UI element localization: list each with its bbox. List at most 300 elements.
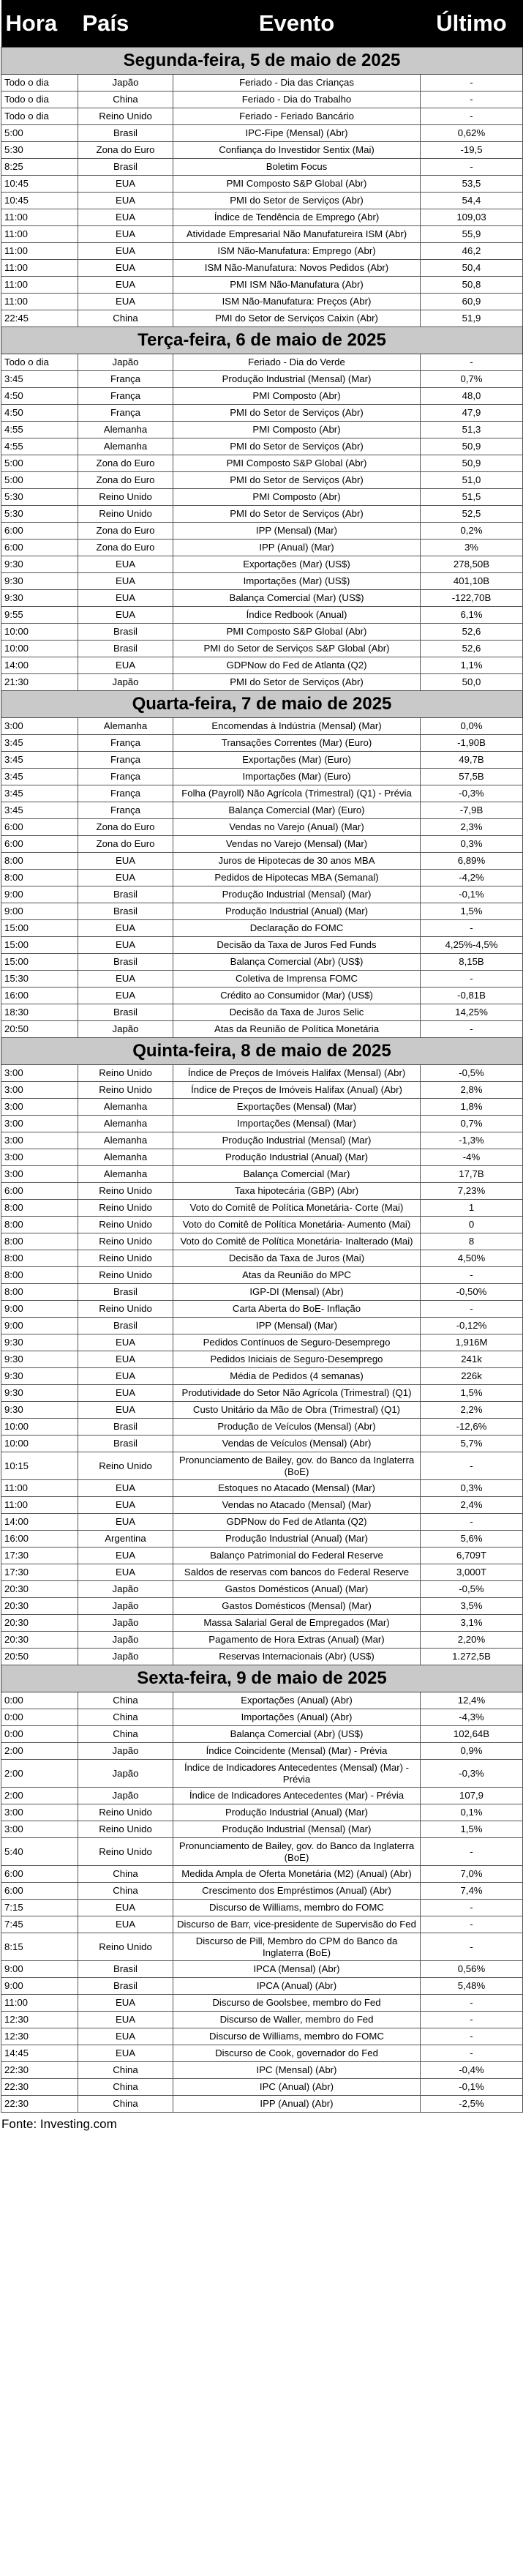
country-cell: Japão <box>78 1788 173 1804</box>
economic-calendar-table <box>1 0 523 2113</box>
last-value-cell: 278,50B <box>421 556 523 573</box>
country-cell: Reino Unido <box>78 1933 173 1961</box>
last-value-cell: 50,8 <box>421 277 523 294</box>
event-cell: Importações (Mensal) (Mar) <box>173 1116 421 1132</box>
table-row <box>1 277 523 294</box>
event-cell: IPCA (Mensal) (Abr) <box>173 1961 421 1978</box>
last-value-cell: -0,4% <box>421 2062 523 2079</box>
header-time: Hora <box>1 0 78 48</box>
event-cell: Importações (Anual) (Abr) <box>173 1709 421 1726</box>
event-cell: ISM Não-Manufatura: Preços (Abr) <box>173 294 421 310</box>
time-cell: 18:30 <box>1 1004 78 1021</box>
table-row <box>1 556 523 573</box>
time-cell: 22:30 <box>1 2096 78 2113</box>
table-row <box>1 1978 523 1995</box>
day-header-row <box>1 1038 523 1065</box>
last-value-cell: 2,2% <box>421 1402 523 1419</box>
last-value-cell: 2,4% <box>421 1497 523 1514</box>
last-value-cell: 47,9 <box>421 405 523 422</box>
table-row <box>1 674 523 691</box>
country-cell: EUA <box>78 853 173 870</box>
time-cell: 3:00 <box>1 1149 78 1166</box>
country-cell: Alemanha <box>78 1116 173 1132</box>
event-cell: Encomendas à Indústria (Mensal) (Mar) <box>173 718 421 735</box>
time-cell: 11:00 <box>1 243 78 260</box>
country-cell: Reino Unido <box>78 489 173 506</box>
table-row <box>1 1099 523 1116</box>
event-cell: IPC (Anual) (Abr) <box>173 2079 421 2096</box>
country-cell: EUA <box>78 2045 173 2062</box>
time-cell: 6:00 <box>1 540 78 556</box>
time-cell: 0:00 <box>1 1726 78 1743</box>
table-row <box>1 1132 523 1149</box>
last-value-cell: 107,9 <box>421 1788 523 1804</box>
table-row <box>1 1760 523 1788</box>
day-title: Terça-feira, 6 de maio de 2025 <box>1 327 523 354</box>
table-row <box>1 125 523 142</box>
last-value-cell: - <box>421 1995 523 2012</box>
country-cell: Reino Unido <box>78 1065 173 1082</box>
last-value-cell: 5,6% <box>421 1531 523 1548</box>
last-value-cell: 6,1% <box>421 607 523 624</box>
country-cell: Zona do Euro <box>78 455 173 472</box>
event-cell: Taxa hipotecária (GBP) (Abr) <box>173 1183 421 1200</box>
calendar-body <box>1 48 523 2113</box>
event-cell: ISM Não-Manufatura: Novos Pedidos (Abr) <box>173 260 421 277</box>
table-row <box>1 657 523 674</box>
table-row <box>1 455 523 472</box>
country-cell: Reino Unido <box>78 1233 173 1250</box>
country-cell: China <box>78 1726 173 1743</box>
event-cell: PMI do Setor de Serviços S&P Global (Abr) <box>173 641 421 657</box>
table-row <box>1 1916 523 1933</box>
time-cell: 3:45 <box>1 735 78 752</box>
table-row <box>1 438 523 455</box>
country-cell: China <box>78 2062 173 2079</box>
country-cell: EUA <box>78 971 173 988</box>
day-header-row <box>1 48 523 75</box>
time-cell: 8:00 <box>1 1284 78 1301</box>
time-cell: 3:45 <box>1 752 78 769</box>
event-cell: PMI ISM Não-Manufatura (Abr) <box>173 277 421 294</box>
time-cell: 5:40 <box>1 1838 78 1866</box>
table-row <box>1 1166 523 1183</box>
event-cell: Balança Comercial (Abr) (US$) <box>173 1726 421 1743</box>
time-cell: 9:30 <box>1 590 78 607</box>
last-value-cell: 55,9 <box>421 226 523 243</box>
last-value-cell: - <box>421 1301 523 1318</box>
time-cell: 5:30 <box>1 142 78 159</box>
table-row <box>1 1368 523 1385</box>
header-event: Evento <box>173 0 421 48</box>
last-value-cell: 51,5 <box>421 489 523 506</box>
last-value-cell: 0,1% <box>421 1804 523 1821</box>
last-value-cell: 7,23% <box>421 1183 523 1200</box>
event-cell: Produção de Veículos (Mensal) (Abr) <box>173 1419 421 1436</box>
time-cell: 3:00 <box>1 1099 78 1116</box>
event-cell: Juros de Hipotecas de 30 anos MBA <box>173 853 421 870</box>
event-cell: Exportações (Mar) (Euro) <box>173 752 421 769</box>
country-cell: China <box>78 1866 173 1883</box>
country-cell: Reino Unido <box>78 1804 173 1821</box>
country-cell: Brasil <box>78 1419 173 1436</box>
last-value-cell: 109,03 <box>421 209 523 226</box>
country-cell: França <box>78 371 173 388</box>
event-cell: PMI do Setor de Serviços Caixin (Abr) <box>173 310 421 327</box>
table-row <box>1 1564 523 1581</box>
table-row <box>1 971 523 988</box>
country-cell: EUA <box>78 1548 173 1564</box>
table-row <box>1 176 523 193</box>
country-cell: EUA <box>78 937 173 954</box>
event-cell: Decisão da Taxa de Juros (Mai) <box>173 1250 421 1267</box>
time-cell: 4:50 <box>1 405 78 422</box>
table-row <box>1 92 523 108</box>
time-cell: 9:00 <box>1 1318 78 1334</box>
time-cell: Todo o dia <box>1 75 78 92</box>
last-value-cell: -0,3% <box>421 1760 523 1788</box>
table-row <box>1 1838 523 1866</box>
time-cell: 11:00 <box>1 277 78 294</box>
event-cell: Feriado - Dia do Trabalho <box>173 92 421 108</box>
time-cell: 8:00 <box>1 1200 78 1217</box>
table-row <box>1 75 523 92</box>
country-cell: Japão <box>78 1632 173 1649</box>
last-value-cell: 52,5 <box>421 506 523 523</box>
table-row <box>1 1598 523 1615</box>
time-cell: 11:00 <box>1 226 78 243</box>
event-cell: Média de Pedidos (4 semanas) <box>173 1368 421 1385</box>
time-cell: 9:00 <box>1 1301 78 1318</box>
event-cell: Importações (Mar) (Euro) <box>173 769 421 785</box>
time-cell: 9:00 <box>1 903 78 920</box>
last-value-cell: 52,6 <box>421 624 523 641</box>
time-cell: 10:45 <box>1 193 78 209</box>
time-cell: 5:00 <box>1 125 78 142</box>
table-row <box>1 226 523 243</box>
last-value-cell: - <box>421 1267 523 1284</box>
country-cell: Reino Unido <box>78 1250 173 1267</box>
country-cell: França <box>78 769 173 785</box>
event-cell: Confiança do Investidor Sentix (Mai) <box>173 142 421 159</box>
time-cell: 7:15 <box>1 1900 78 1916</box>
time-cell: 5:30 <box>1 489 78 506</box>
table-row <box>1 1900 523 1916</box>
last-value-cell: 0,3% <box>421 1480 523 1497</box>
last-value-cell: - <box>421 1933 523 1961</box>
last-value-cell: 7,0% <box>421 1866 523 1883</box>
last-value-cell: -0,81B <box>421 988 523 1004</box>
last-value-cell: -4% <box>421 1149 523 1166</box>
last-value-cell: 1.272,5B <box>421 1649 523 1665</box>
last-value-cell: -1,3% <box>421 1132 523 1149</box>
event-cell: Produção Industrial (Mensal) (Mar) <box>173 1821 421 1838</box>
time-cell: 11:00 <box>1 1497 78 1514</box>
last-value-cell: - <box>421 2028 523 2045</box>
country-cell: Reino Unido <box>78 1301 173 1318</box>
country-cell: Alemanha <box>78 1166 173 1183</box>
last-value-cell: -4,3% <box>421 1709 523 1726</box>
country-cell: Reino Unido <box>78 1200 173 1217</box>
time-cell: 6:00 <box>1 836 78 853</box>
time-cell: 4:50 <box>1 388 78 405</box>
time-cell: 22:30 <box>1 2062 78 2079</box>
last-value-cell: 57,5B <box>421 769 523 785</box>
event-cell: Vendas no Atacado (Mensal) (Mar) <box>173 1497 421 1514</box>
table-row <box>1 405 523 422</box>
time-cell: 6:00 <box>1 1866 78 1883</box>
time-cell: 10:45 <box>1 176 78 193</box>
time-cell: 9:00 <box>1 1961 78 1978</box>
time-cell: 22:45 <box>1 310 78 327</box>
country-cell: Brasil <box>78 903 173 920</box>
last-value-cell: - <box>421 2012 523 2028</box>
country-cell: Alemanha <box>78 1132 173 1149</box>
event-cell: GDPNow do Fed de Atlanta (Q2) <box>173 1514 421 1531</box>
event-cell: Discurso de Pill, Membro do CPM do Banco da Inglaterra (BoE) <box>173 1933 421 1961</box>
country-cell: EUA <box>78 920 173 937</box>
table-row <box>1 371 523 388</box>
event-cell: Balança Comercial (Mar) <box>173 1166 421 1183</box>
event-cell: Produtividade do Setor Não Agrícola (Trimestral) (Q1) <box>173 1385 421 1402</box>
table-row <box>1 2045 523 2062</box>
table-row <box>1 1480 523 1497</box>
event-cell: Crédito ao Consumidor (Mar) (US$) <box>173 988 421 1004</box>
country-cell: França <box>78 802 173 819</box>
event-cell: IPP (Mensal) (Mar) <box>173 1318 421 1334</box>
event-cell: Balança Comercial (Mar) (Euro) <box>173 802 421 819</box>
last-value-cell: 5,48% <box>421 1978 523 1995</box>
table-row <box>1 540 523 556</box>
time-cell: 9:00 <box>1 886 78 903</box>
time-cell: 21:30 <box>1 674 78 691</box>
event-cell: IPC (Mensal) (Abr) <box>173 2062 421 2079</box>
last-value-cell: 2,20% <box>421 1632 523 1649</box>
table-row <box>1 836 523 853</box>
table-row <box>1 422 523 438</box>
last-value-cell: - <box>421 1838 523 1866</box>
last-value-cell: -0,12% <box>421 1318 523 1334</box>
table-row <box>1 1116 523 1132</box>
last-value-cell: -0,50% <box>421 1284 523 1301</box>
event-cell: Discurso de Barr, vice-presidente de Supervisão do Fed <box>173 1916 421 1933</box>
event-cell: Voto do Comitê de Política Monetária- Aumento (Mai) <box>173 1217 421 1233</box>
time-cell: 20:30 <box>1 1615 78 1632</box>
last-value-cell: 1,916M <box>421 1334 523 1351</box>
country-cell: EUA <box>78 2028 173 2045</box>
event-cell: Saldos de reservas com bancos do Federal Reserve <box>173 1564 421 1581</box>
time-cell: 10:00 <box>1 624 78 641</box>
table-row <box>1 1995 523 2012</box>
time-cell: Todo o dia <box>1 108 78 125</box>
table-row <box>1 1419 523 1436</box>
table-row <box>1 1788 523 1804</box>
country-cell: China <box>78 1692 173 1709</box>
event-cell: Pedidos Iniciais de Seguro-Desemprego <box>173 1351 421 1368</box>
country-cell: França <box>78 735 173 752</box>
event-cell: IPP (Anual) (Abr) <box>173 2096 421 2113</box>
table-row <box>1 802 523 819</box>
table-row <box>1 1531 523 1548</box>
last-value-cell: - <box>421 108 523 125</box>
event-cell: Atividade Empresarial Não Manufatureira ISM (Abr) <box>173 226 421 243</box>
event-cell: Massa Salarial Geral de Empregados (Mar) <box>173 1615 421 1632</box>
country-cell: Japão <box>78 674 173 691</box>
event-cell: IGP-DI (Mensal) (Abr) <box>173 1284 421 1301</box>
table-row <box>1 1149 523 1166</box>
event-cell: Estoques no Atacado (Mensal) (Mar) <box>173 1480 421 1497</box>
time-cell: 6:00 <box>1 523 78 540</box>
table-row <box>1 260 523 277</box>
time-cell: 5:30 <box>1 506 78 523</box>
table-row <box>1 2079 523 2096</box>
last-value-cell: 6,709T <box>421 1548 523 1564</box>
event-cell: Exportações (Anual) (Abr) <box>173 1692 421 1709</box>
last-value-cell: 1 <box>421 1200 523 1217</box>
country-cell: Brasil <box>78 624 173 641</box>
table-row <box>1 1514 523 1531</box>
table-row <box>1 1548 523 1564</box>
event-cell: Importações (Mar) (US$) <box>173 573 421 590</box>
event-cell: Custo Unitário da Mão de Obra (Trimestral) (Q1) <box>173 1402 421 1419</box>
last-value-cell: 0,56% <box>421 1961 523 1978</box>
event-cell: Feriado - Dia do Verde <box>173 354 421 371</box>
country-cell: Japão <box>78 1615 173 1632</box>
event-cell: Exportações (Mar) (US$) <box>173 556 421 573</box>
table-row <box>1 2028 523 2045</box>
time-cell: 9:30 <box>1 1385 78 1402</box>
country-cell: Japão <box>78 1760 173 1788</box>
time-cell: 17:30 <box>1 1548 78 1564</box>
last-value-cell: 3,5% <box>421 1598 523 1615</box>
country-cell: EUA <box>78 226 173 243</box>
time-cell: 5:00 <box>1 455 78 472</box>
country-cell: Reino Unido <box>78 1838 173 1866</box>
last-value-cell: - <box>421 2045 523 2062</box>
country-cell: França <box>78 752 173 769</box>
country-cell: Brasil <box>78 954 173 971</box>
last-value-cell: 5,7% <box>421 1436 523 1452</box>
country-cell: Alemanha <box>78 718 173 735</box>
event-cell: Pronunciamento de Bailey, gov. do Banco da Inglaterra (BoE) <box>173 1452 421 1480</box>
country-cell: EUA <box>78 1514 173 1531</box>
table-row <box>1 1632 523 1649</box>
time-cell: Todo o dia <box>1 354 78 371</box>
table-row <box>1 1183 523 1200</box>
country-cell: EUA <box>78 277 173 294</box>
last-value-cell: 1,1% <box>421 657 523 674</box>
time-cell: 3:00 <box>1 1116 78 1132</box>
table-row <box>1 1883 523 1900</box>
table-row <box>1 1743 523 1760</box>
table-row <box>1 1821 523 1838</box>
table-row <box>1 853 523 870</box>
event-cell: Índice de Tendência de Emprego (Abr) <box>173 209 421 226</box>
time-cell: 6:00 <box>1 1883 78 1900</box>
table-row <box>1 752 523 769</box>
last-value-cell: 0,0% <box>421 718 523 735</box>
table-row <box>1 870 523 886</box>
event-cell: Gastos Domésticos (Mensal) (Mar) <box>173 1598 421 1615</box>
event-cell: Balança Comercial (Mar) (US$) <box>173 590 421 607</box>
country-cell: Alemanha <box>78 438 173 455</box>
time-cell: 20:30 <box>1 1598 78 1615</box>
event-cell: ISM Não-Manufatura: Emprego (Abr) <box>173 243 421 260</box>
table-row <box>1 1692 523 1709</box>
time-cell: 9:30 <box>1 1351 78 1368</box>
last-value-cell: 49,7B <box>421 752 523 769</box>
event-cell: Índice Coincidente (Mensal) (Mar) - Prévia <box>173 1743 421 1760</box>
last-value-cell: - <box>421 920 523 937</box>
country-cell: Brasil <box>78 125 173 142</box>
country-cell: Japão <box>78 354 173 371</box>
last-value-cell: - <box>421 1021 523 1038</box>
country-cell: Zona do Euro <box>78 472 173 489</box>
table-row <box>1 1709 523 1726</box>
time-cell: 15:00 <box>1 937 78 954</box>
country-cell: EUA <box>78 1385 173 1402</box>
event-cell: Crescimento dos Empréstimos (Anual) (Abr) <box>173 1883 421 1900</box>
table-row <box>1 1581 523 1598</box>
time-cell: 3:45 <box>1 785 78 802</box>
table-row <box>1 1233 523 1250</box>
country-cell: Zona do Euro <box>78 819 173 836</box>
event-cell: PMI Composto S&P Global (Abr) <box>173 455 421 472</box>
event-cell: IPP (Anual) (Mar) <box>173 540 421 556</box>
last-value-cell: 1,5% <box>421 1821 523 1838</box>
table-row <box>1 1436 523 1452</box>
country-cell: Zona do Euro <box>78 142 173 159</box>
table-row <box>1 1804 523 1821</box>
event-cell: Decisão da Taxa de Juros Fed Funds <box>173 937 421 954</box>
time-cell: 8:00 <box>1 1217 78 1233</box>
time-cell: 10:00 <box>1 641 78 657</box>
country-cell: Brasil <box>78 1004 173 1021</box>
country-cell: EUA <box>78 176 173 193</box>
table-row <box>1 294 523 310</box>
country-cell: China <box>78 92 173 108</box>
country-cell: Brasil <box>78 1284 173 1301</box>
table-row <box>1 209 523 226</box>
time-cell: 16:00 <box>1 1531 78 1548</box>
time-cell: 8:15 <box>1 1933 78 1961</box>
country-cell: EUA <box>78 294 173 310</box>
table-row <box>1 1318 523 1334</box>
country-cell: China <box>78 2096 173 2113</box>
country-cell: Reino Unido <box>78 1082 173 1099</box>
time-cell: 15:00 <box>1 954 78 971</box>
table-row <box>1 1065 523 1082</box>
time-cell: 16:00 <box>1 988 78 1004</box>
source-note: Fonte: Investing.com <box>1 2117 117 2131</box>
last-value-cell: 52,6 <box>421 641 523 657</box>
time-cell: 0:00 <box>1 1709 78 1726</box>
event-cell: Carta Aberta do BoE- Inflação <box>173 1301 421 1318</box>
last-value-cell: - <box>421 354 523 371</box>
time-cell: 6:00 <box>1 1183 78 1200</box>
event-cell: Medida Ampla de Oferta Monetária (M2) (Anual) (Abr) <box>173 1866 421 1883</box>
time-cell: 5:00 <box>1 472 78 489</box>
table-row <box>1 2012 523 2028</box>
last-value-cell: 50,9 <box>421 438 523 455</box>
table-row <box>1 718 523 735</box>
day-header-row <box>1 327 523 354</box>
country-cell: Japão <box>78 1743 173 1760</box>
last-value-cell: 53,5 <box>421 176 523 193</box>
last-value-cell: - <box>421 971 523 988</box>
header-last: Último <box>421 0 523 48</box>
table-row <box>1 2062 523 2079</box>
